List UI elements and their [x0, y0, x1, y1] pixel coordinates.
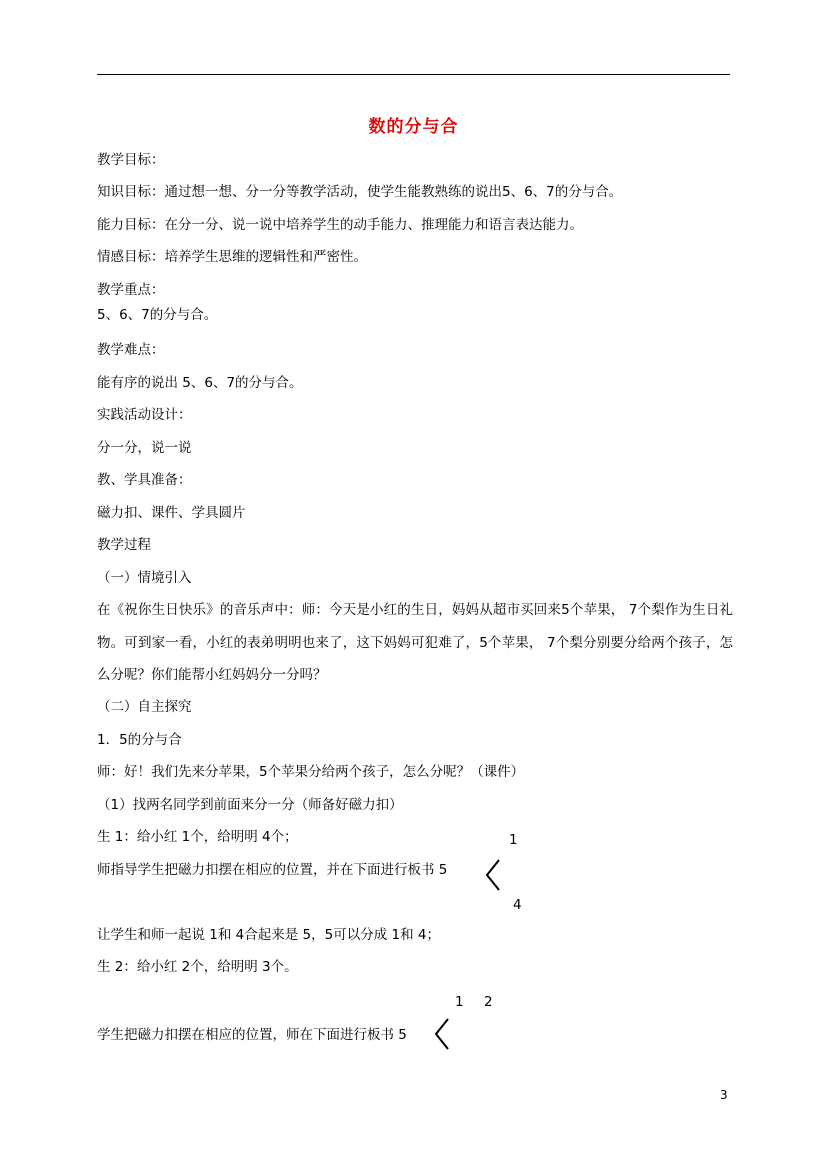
- key-points-heading: 教学重点：: [97, 282, 165, 298]
- knowledge-goal: 知识目标：通过想一想、分一分等教学活动，使学生能教熟练的说出5、6、7的分与合。: [97, 184, 623, 200]
- board-writing-line-1: 师指导学生把磁力扣摆在相应的位置，并在下面进行板书 5: [97, 862, 448, 878]
- document-title: 数的分与合: [368, 117, 459, 137]
- board-writing-line-2: 学生把磁力扣摆在相应的位置，师在下面进行板书 5: [97, 1027, 407, 1043]
- emotion-goal: 情感目标：培养学生思维的逻辑性和严密性。: [97, 249, 367, 265]
- key-points-text: 5、6、7的分与合。: [97, 307, 218, 323]
- process-heading: 教学过程: [97, 537, 151, 553]
- student-1-line: 生 1：给小红 1个，给明明 4个；: [97, 829, 298, 845]
- diagram1-bottom-number: 4: [513, 897, 522, 913]
- split-bracket-icon: [433, 1017, 451, 1051]
- materials-heading: 教、学具准备：: [97, 472, 192, 488]
- ability-goal: 能力目标：在分一分、说一说中培养学生的动手能力、推理能力和语言表达能力。: [97, 217, 583, 233]
- teacher-line: 师：好！我们先来分苹果，5个苹果分给两个孩子，怎么分呢？（课件）: [97, 764, 525, 780]
- teaching-goals-heading: 教学目标：: [97, 152, 165, 168]
- difficulty-heading: 教学难点：: [97, 342, 165, 358]
- student-2-line: 生 2：给小红 2个，给明明 3个。: [97, 959, 298, 975]
- difficulty-text: 能有序的说出 5、6、7的分与合。: [97, 375, 303, 391]
- step-1-line: （1）找两名同学到前面来分一分（师备好磁力扣）: [97, 797, 403, 813]
- intro-paragraph: 在《祝你生日快乐》的音乐声中：师：今天是小红的生日，妈妈从超市买回来5个苹果， 7个梨作为生日礼物。可到家一看，小红的表弟明明也来了，这下妈妈可犯难了，5个苹果， 7个梨分别要分给两个孩子，怎么分呢？你们能帮小红妈妈分一分吗？: [97, 602, 733, 683]
- page-number: 3: [720, 1088, 728, 1102]
- activity-heading: 实践活动设计：: [97, 407, 192, 423]
- diagram2-number-1: 1: [455, 994, 464, 1010]
- diagram1-top-number: 1: [509, 832, 518, 848]
- materials-text: 磁力扣、课件、学具圆片: [97, 505, 246, 521]
- split-bracket-icon: [484, 858, 502, 892]
- combine-line: 让学生和师一起说 1和 4合起来是 5，5可以分成 1和 4；: [97, 927, 440, 943]
- subsection-5-heading: 1．5的分与合: [97, 732, 182, 748]
- section-one-heading: （一）情境引入: [97, 570, 192, 586]
- activity-text: 分一分，说一说: [97, 440, 192, 456]
- section-two-heading: （二）自主探究: [97, 699, 192, 715]
- header-rule: [97, 74, 730, 75]
- diagram2-number-2: 2: [484, 994, 493, 1010]
